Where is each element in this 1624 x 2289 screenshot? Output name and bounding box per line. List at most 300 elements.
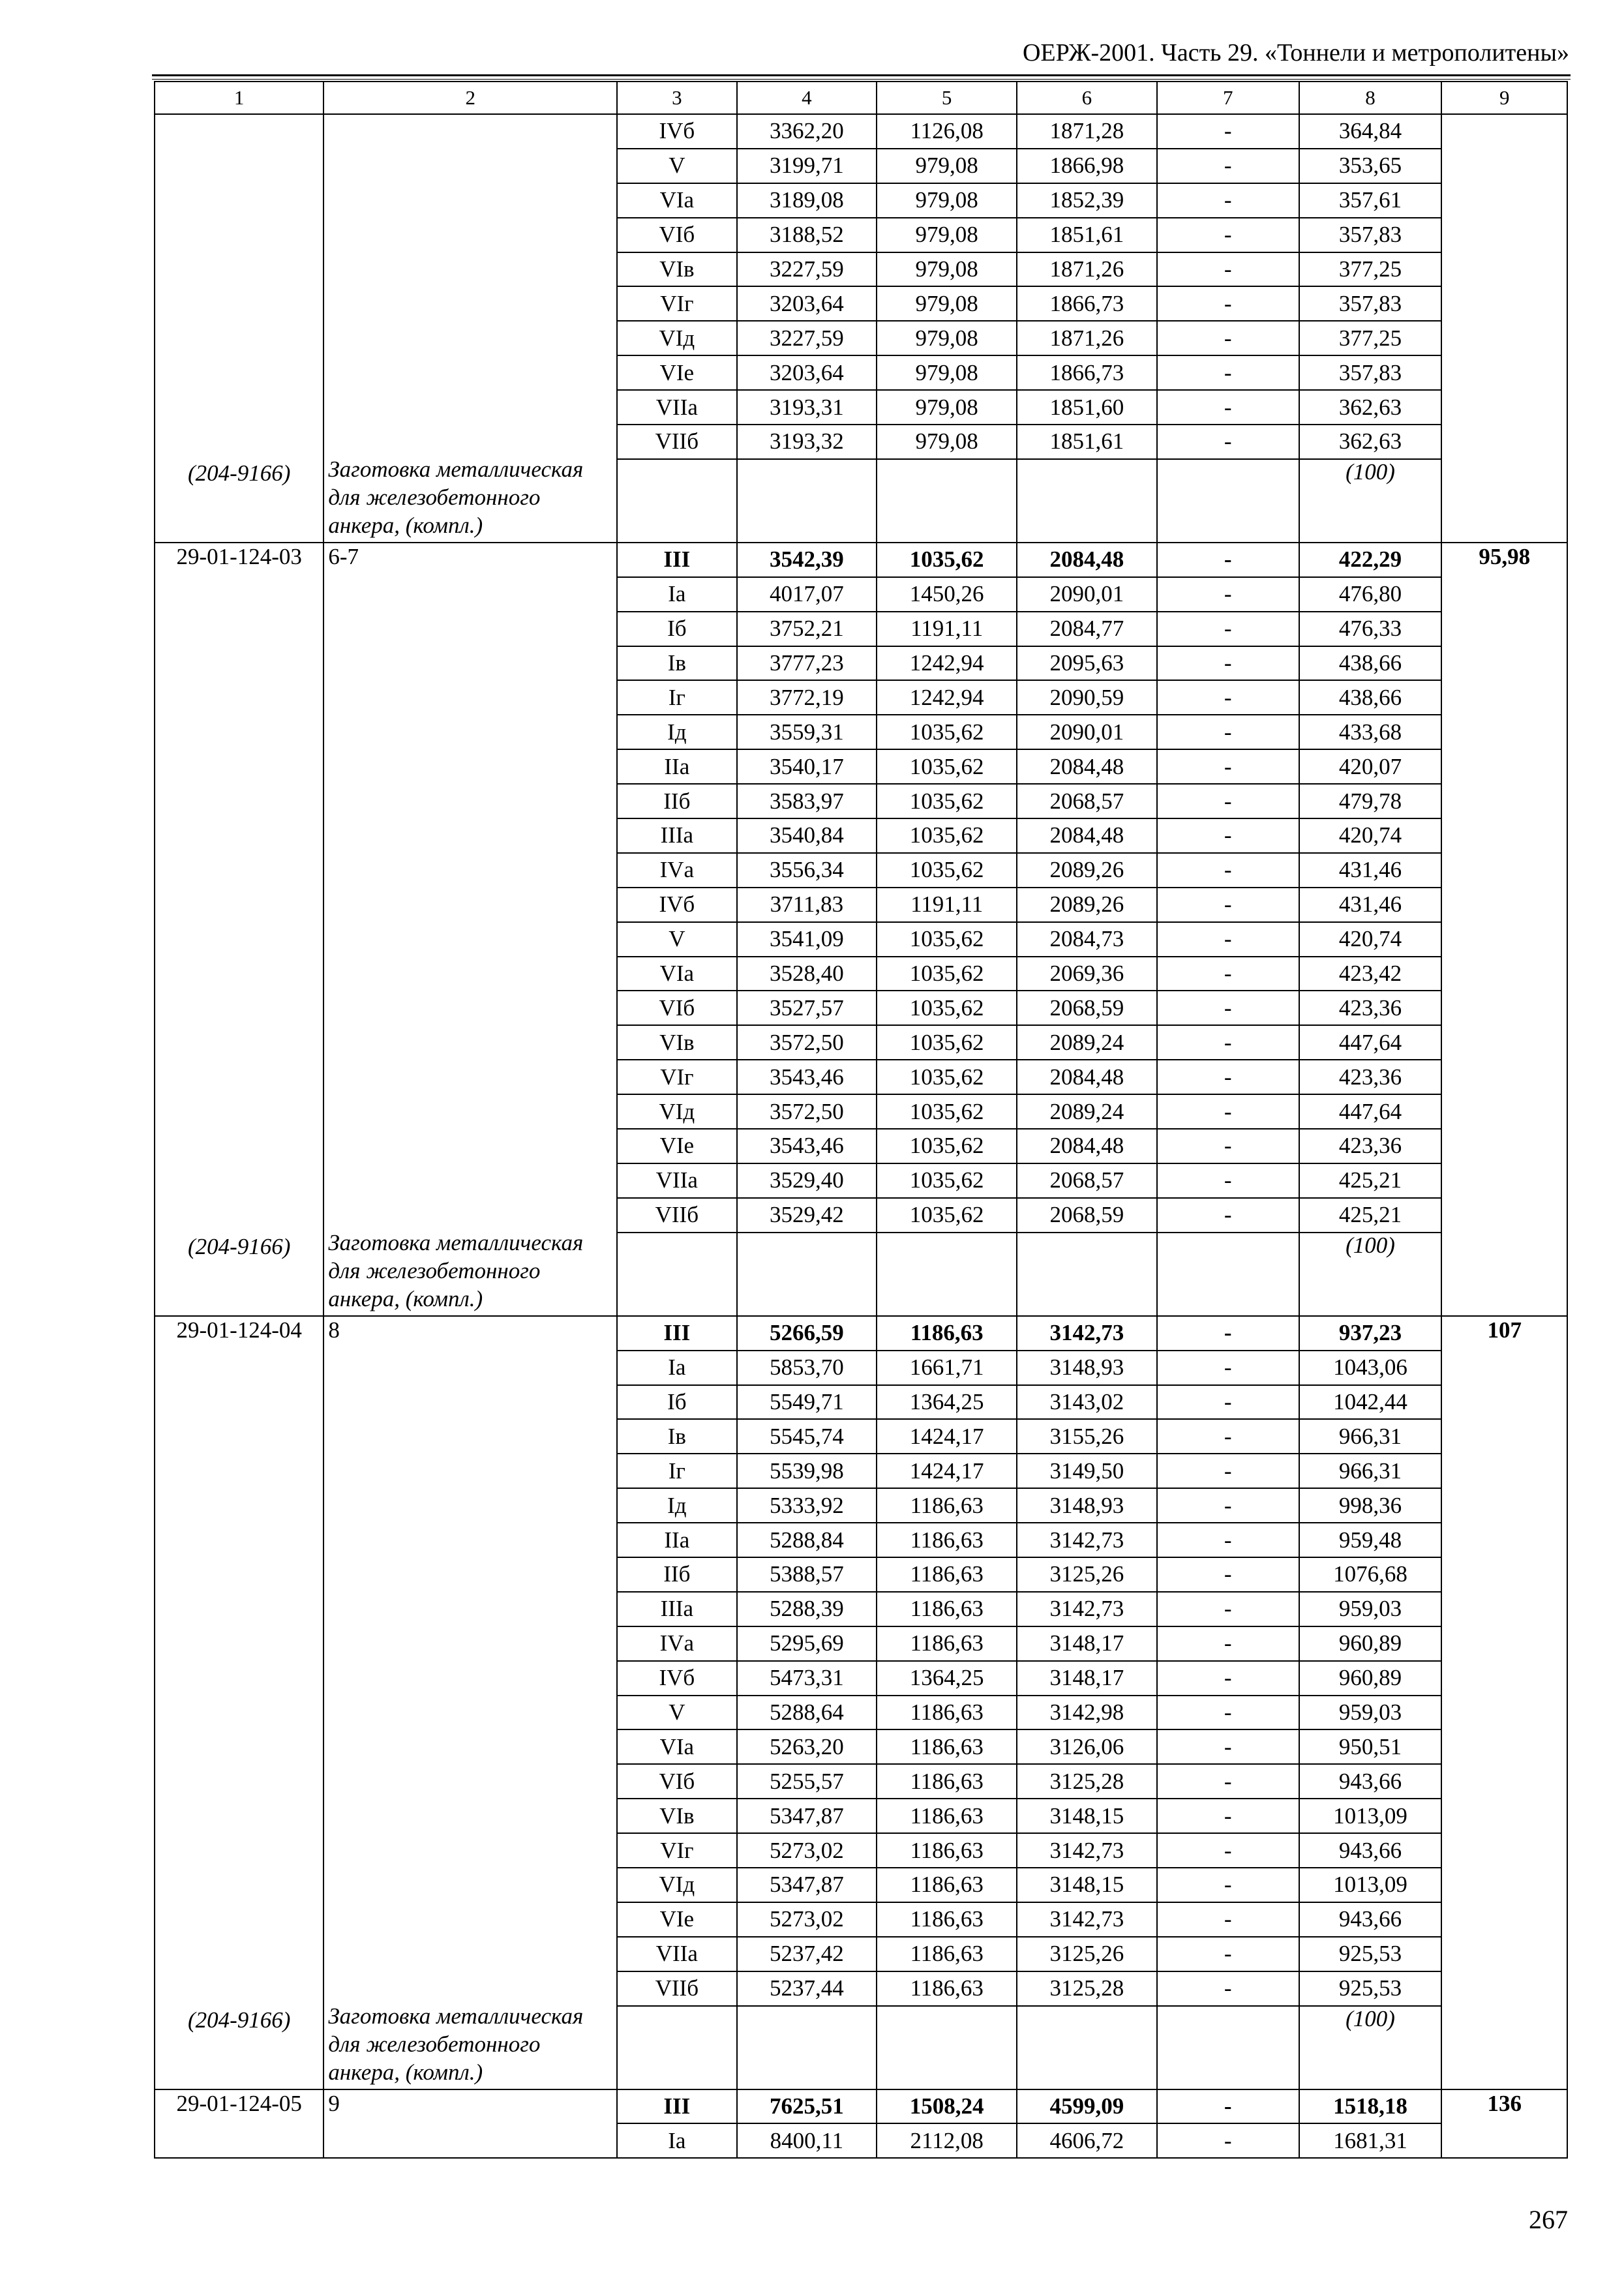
value-cell: 1013,09 bbox=[1299, 1799, 1442, 1833]
rate-code-cell bbox=[155, 114, 323, 543]
extra-value-cell: 136 bbox=[1441, 2089, 1567, 2159]
category-cell: III bbox=[617, 543, 736, 577]
category-cell: VIе bbox=[617, 1902, 736, 1937]
value-cell: 362,63 bbox=[1299, 390, 1442, 425]
value-cell: 3188,52 bbox=[737, 218, 877, 252]
value-cell: 979,08 bbox=[877, 218, 1017, 252]
value-cell: 3543,46 bbox=[737, 1060, 877, 1094]
column-numbers-row bbox=[155, 82, 1567, 114]
value-cell: 2090,59 bbox=[1017, 680, 1157, 715]
value-cell: 5347,87 bbox=[737, 1799, 877, 1833]
value-cell: 3203,64 bbox=[737, 355, 877, 390]
category-cell: V bbox=[617, 922, 736, 957]
value-cell: 3541,09 bbox=[737, 922, 877, 957]
category-cell: IVа bbox=[617, 853, 736, 888]
category-cell: V bbox=[617, 1696, 736, 1730]
value-cell: 431,46 bbox=[1299, 888, 1442, 922]
category-cell: VIг bbox=[617, 1060, 736, 1094]
value-cell: 1013,09 bbox=[1299, 1868, 1442, 1902]
value-cell: 3529,42 bbox=[737, 1198, 877, 1233]
value-cell: 3148,17 bbox=[1017, 1661, 1157, 1696]
value-cell: 3203,64 bbox=[737, 286, 877, 321]
value-cell: - bbox=[1157, 1696, 1299, 1730]
value-cell: 2084,48 bbox=[1017, 1060, 1157, 1094]
material-name: Заготовка металлическая для железобетонного анкера, (компл.) bbox=[328, 456, 584, 538]
value-cell: 2089,24 bbox=[1017, 1025, 1157, 1060]
extra-value-cell: 107 bbox=[1441, 1316, 1567, 2089]
value-cell: - bbox=[1157, 818, 1299, 853]
rate-name: 6-7 bbox=[328, 543, 359, 569]
value-cell: 960,89 bbox=[1299, 1661, 1442, 1696]
value-cell: 2068,59 bbox=[1017, 991, 1157, 1025]
value-cell: - bbox=[1157, 425, 1299, 459]
value-cell: 943,66 bbox=[1299, 1833, 1442, 1868]
value-cell: 959,03 bbox=[1299, 1696, 1442, 1730]
value-cell: 364,84 bbox=[1299, 114, 1442, 149]
value-cell: 2068,57 bbox=[1017, 1163, 1157, 1198]
value-cell: - bbox=[1157, 1937, 1299, 1971]
empty-cell bbox=[877, 2006, 1017, 2089]
category-cell: IVа bbox=[617, 1626, 736, 1661]
empty-cell bbox=[1017, 459, 1157, 543]
value-cell: - bbox=[1157, 321, 1299, 355]
col-number: 1 bbox=[155, 82, 323, 114]
value-cell: 966,31 bbox=[1299, 1454, 1442, 1488]
value-cell: 950,51 bbox=[1299, 1729, 1442, 1764]
category-cell: III bbox=[617, 2089, 736, 2124]
value-cell: 3193,31 bbox=[737, 390, 877, 425]
value-cell: 2084,48 bbox=[1017, 1129, 1157, 1163]
value-cell: 1035,62 bbox=[877, 543, 1017, 577]
value-cell: 420,74 bbox=[1299, 922, 1442, 957]
value-cell: 2084,77 bbox=[1017, 612, 1157, 646]
value-cell: 1681,31 bbox=[1299, 2123, 1442, 2158]
value-cell: 925,53 bbox=[1299, 1971, 1442, 2006]
value-cell: - bbox=[1157, 1764, 1299, 1799]
category-cell: IIа bbox=[617, 1523, 736, 1557]
value-cell: - bbox=[1157, 390, 1299, 425]
value-cell: 357,83 bbox=[1299, 355, 1442, 390]
value-cell: 2069,36 bbox=[1017, 957, 1157, 991]
value-cell: 3142,73 bbox=[1017, 1902, 1157, 1937]
value-cell: 447,64 bbox=[1299, 1094, 1442, 1129]
value-cell: 3148,93 bbox=[1017, 1488, 1157, 1523]
value-cell: 7625,51 bbox=[737, 2089, 877, 2124]
value-cell: 5237,44 bbox=[737, 1971, 877, 2006]
rate-name: 9 bbox=[328, 2090, 340, 2116]
col-number: 6 bbox=[1017, 82, 1157, 114]
value-cell: 3362,20 bbox=[737, 114, 877, 149]
value-cell: 3529,40 bbox=[737, 1163, 877, 1198]
value-cell: 1851,61 bbox=[1017, 218, 1157, 252]
value-cell: 5288,64 bbox=[737, 1696, 877, 1730]
value-cell: - bbox=[1157, 252, 1299, 287]
value-cell: 1364,25 bbox=[877, 1661, 1017, 1696]
value-cell: 2084,48 bbox=[1017, 749, 1157, 784]
empty-cell bbox=[877, 459, 1017, 543]
category-cell: VIIб bbox=[617, 1198, 736, 1233]
value-cell: 5545,74 bbox=[737, 1419, 877, 1454]
value-cell: - bbox=[1157, 646, 1299, 681]
value-cell: - bbox=[1157, 218, 1299, 252]
rates-table bbox=[154, 81, 1568, 2159]
value-cell: 423,36 bbox=[1299, 1060, 1442, 1094]
table-row bbox=[155, 2089, 1567, 2124]
value-cell: 1186,63 bbox=[877, 1902, 1017, 1937]
value-cell: 1186,63 bbox=[877, 1592, 1017, 1626]
value-cell: 1186,63 bbox=[877, 1868, 1017, 1902]
empty-cell bbox=[737, 2006, 877, 2089]
category-cell: VIе bbox=[617, 355, 736, 390]
value-cell: 438,66 bbox=[1299, 680, 1442, 715]
value-cell: 2084,48 bbox=[1017, 543, 1157, 577]
col-number: 4 bbox=[737, 82, 877, 114]
value-cell: 1035,62 bbox=[877, 784, 1017, 818]
value-cell: 3148,15 bbox=[1017, 1868, 1157, 1902]
value-cell: - bbox=[1157, 543, 1299, 577]
value-cell: - bbox=[1157, 1868, 1299, 1902]
value-cell: 357,61 bbox=[1299, 183, 1442, 218]
value-cell: - bbox=[1157, 1060, 1299, 1094]
value-cell: 1871,26 bbox=[1017, 252, 1157, 287]
category-cell: VIIб bbox=[617, 425, 736, 459]
value-cell: 353,65 bbox=[1299, 149, 1442, 183]
category-cell: Iг bbox=[617, 1454, 736, 1488]
value-cell: 1871,28 bbox=[1017, 114, 1157, 149]
rate-code: 29-01-124-05 bbox=[176, 2090, 302, 2116]
table-row bbox=[155, 543, 1567, 577]
value-cell: 447,64 bbox=[1299, 1025, 1442, 1060]
value-cell: - bbox=[1157, 1626, 1299, 1661]
value-cell: 479,78 bbox=[1299, 784, 1442, 818]
value-cell: - bbox=[1157, 1454, 1299, 1488]
value-cell: 3543,46 bbox=[737, 1129, 877, 1163]
value-cell: 937,23 bbox=[1299, 1316, 1442, 1351]
value-cell: 1035,62 bbox=[877, 1198, 1017, 1233]
value-cell: 1035,62 bbox=[877, 991, 1017, 1025]
value-cell: 1661,71 bbox=[877, 1351, 1017, 1385]
value-cell: 943,66 bbox=[1299, 1764, 1442, 1799]
category-cell: III bbox=[617, 1316, 736, 1351]
value-cell: 5273,02 bbox=[737, 1902, 877, 1937]
col-number: 7 bbox=[1157, 82, 1299, 114]
value-cell: 1035,62 bbox=[877, 1060, 1017, 1094]
value-cell: - bbox=[1157, 2089, 1299, 2124]
header-rule-thick bbox=[152, 74, 1571, 76]
value-cell: 1186,63 bbox=[877, 1729, 1017, 1764]
value-cell: 2090,01 bbox=[1017, 577, 1157, 612]
value-cell: - bbox=[1157, 957, 1299, 991]
value-cell: 1866,98 bbox=[1017, 149, 1157, 183]
value-cell: 2068,59 bbox=[1017, 1198, 1157, 1233]
value-cell: 3199,71 bbox=[737, 149, 877, 183]
value-cell: - bbox=[1157, 577, 1299, 612]
value-cell: 3227,59 bbox=[737, 321, 877, 355]
category-cell: Iд bbox=[617, 715, 736, 749]
value-cell: 3556,34 bbox=[737, 853, 877, 888]
material-name: Заготовка металлическая для железобетонного анкера, (компл.) bbox=[328, 1229, 584, 1311]
value-cell: 959,03 bbox=[1299, 1592, 1442, 1626]
value-cell: 377,25 bbox=[1299, 252, 1442, 287]
category-cell: VIа bbox=[617, 1729, 736, 1764]
value-cell: 4017,07 bbox=[737, 577, 877, 612]
value-cell: 3227,59 bbox=[737, 252, 877, 287]
value-cell: - bbox=[1157, 114, 1299, 149]
value-cell: 3126,06 bbox=[1017, 1729, 1157, 1764]
table-row bbox=[155, 114, 1567, 149]
empty-cell bbox=[1017, 1233, 1157, 1316]
value-cell: 3142,73 bbox=[1017, 1523, 1157, 1557]
value-cell: 431,46 bbox=[1299, 853, 1442, 888]
value-cell: - bbox=[1157, 1729, 1299, 1764]
empty-cell bbox=[737, 1233, 877, 1316]
category-cell: Iа bbox=[617, 2123, 736, 2158]
value-cell: 1043,06 bbox=[1299, 1351, 1442, 1385]
value-cell: 3142,73 bbox=[1017, 1316, 1157, 1351]
value-cell: 4599,09 bbox=[1017, 2089, 1157, 2124]
value-cell: 979,08 bbox=[877, 425, 1017, 459]
value-cell: 1508,24 bbox=[877, 2089, 1017, 2124]
category-cell: IIIа bbox=[617, 818, 736, 853]
value-cell: - bbox=[1157, 1833, 1299, 1868]
value-cell: 960,89 bbox=[1299, 1626, 1442, 1661]
value-cell: 425,21 bbox=[1299, 1198, 1442, 1233]
empty-cell bbox=[617, 459, 736, 543]
value-cell: 357,83 bbox=[1299, 286, 1442, 321]
value-cell: - bbox=[1157, 853, 1299, 888]
value-cell: - bbox=[1157, 1316, 1299, 1351]
rate-code: 29-01-124-04 bbox=[176, 1317, 302, 1343]
value-cell: 1866,73 bbox=[1017, 355, 1157, 390]
value-cell: 3572,50 bbox=[737, 1025, 877, 1060]
value-cell: 1852,39 bbox=[1017, 183, 1157, 218]
value-cell: 2089,24 bbox=[1017, 1094, 1157, 1129]
value-cell: 2112,08 bbox=[877, 2123, 1017, 2158]
value-cell: 3148,17 bbox=[1017, 1626, 1157, 1661]
value-cell: - bbox=[1157, 922, 1299, 957]
category-cell: Iв bbox=[617, 646, 736, 681]
value-cell: 3542,39 bbox=[737, 543, 877, 577]
value-cell: 1186,63 bbox=[877, 1696, 1017, 1730]
empty-cell bbox=[1157, 2006, 1299, 2089]
value-cell: - bbox=[1157, 1488, 1299, 1523]
value-cell: 959,48 bbox=[1299, 1523, 1442, 1557]
value-cell: 2095,63 bbox=[1017, 646, 1157, 681]
category-cell: IVб bbox=[617, 114, 736, 149]
value-cell: 5388,57 bbox=[737, 1557, 877, 1592]
category-cell: VIб bbox=[617, 991, 736, 1025]
value-cell: 1518,18 bbox=[1299, 2089, 1442, 2124]
category-cell: IIIа bbox=[617, 1592, 736, 1626]
value-cell: - bbox=[1157, 1129, 1299, 1163]
value-cell: 2084,48 bbox=[1017, 818, 1157, 853]
value-cell: 3142,73 bbox=[1017, 1592, 1157, 1626]
value-cell: - bbox=[1157, 1198, 1299, 1233]
value-cell: 1186,63 bbox=[877, 1557, 1017, 1592]
category-cell: VIд bbox=[617, 1868, 736, 1902]
value-cell: 5273,02 bbox=[737, 1833, 877, 1868]
value-cell: 3572,50 bbox=[737, 1094, 877, 1129]
category-cell: VIд bbox=[617, 321, 736, 355]
category-cell: Iб bbox=[617, 612, 736, 646]
value-cell: 3148,93 bbox=[1017, 1351, 1157, 1385]
value-cell: 5549,71 bbox=[737, 1385, 877, 1420]
value-cell: - bbox=[1157, 1523, 1299, 1557]
value-cell: 979,08 bbox=[877, 321, 1017, 355]
value-cell: 1450,26 bbox=[877, 577, 1017, 612]
value-cell: 1186,63 bbox=[877, 1937, 1017, 1971]
value-cell: 1186,63 bbox=[877, 1488, 1017, 1523]
value-cell: - bbox=[1157, 1025, 1299, 1060]
value-cell: 1035,62 bbox=[877, 1129, 1017, 1163]
material-qty: (100) bbox=[1299, 2006, 1442, 2089]
page-number: 267 bbox=[1529, 2205, 1568, 2234]
extra-value-cell: 95,98 bbox=[1441, 543, 1567, 1316]
category-cell: IIб bbox=[617, 1557, 736, 1592]
value-cell: - bbox=[1157, 1661, 1299, 1696]
value-cell: 979,08 bbox=[877, 252, 1017, 287]
value-cell: 1186,63 bbox=[877, 1833, 1017, 1868]
category-cell: VIд bbox=[617, 1094, 736, 1129]
rate-name: 8 bbox=[328, 1317, 340, 1343]
value-cell: 966,31 bbox=[1299, 1419, 1442, 1454]
value-cell: - bbox=[1157, 715, 1299, 749]
value-cell: 425,21 bbox=[1299, 1163, 1442, 1198]
value-cell: 423,36 bbox=[1299, 991, 1442, 1025]
value-cell: - bbox=[1157, 888, 1299, 922]
material-qty: (100) bbox=[1299, 459, 1442, 543]
value-cell: 422,29 bbox=[1299, 543, 1442, 577]
value-cell: 1191,11 bbox=[877, 888, 1017, 922]
value-cell: 5266,59 bbox=[737, 1316, 877, 1351]
value-cell: 3527,57 bbox=[737, 991, 877, 1025]
value-cell: 476,80 bbox=[1299, 577, 1442, 612]
category-cell: Iд bbox=[617, 1488, 736, 1523]
value-cell: 5333,92 bbox=[737, 1488, 877, 1523]
value-cell: 3143,02 bbox=[1017, 1385, 1157, 1420]
value-cell: 1186,63 bbox=[877, 1971, 1017, 2006]
value-cell: 1186,63 bbox=[877, 1523, 1017, 1557]
value-cell: 5237,42 bbox=[737, 1937, 877, 1971]
category-cell: VIIа bbox=[617, 390, 736, 425]
value-cell: 3777,23 bbox=[737, 646, 877, 681]
value-cell: - bbox=[1157, 991, 1299, 1025]
category-cell: Iв bbox=[617, 1419, 736, 1454]
value-cell: 3583,97 bbox=[737, 784, 877, 818]
value-cell: 5539,98 bbox=[737, 1454, 877, 1488]
value-cell: 3125,26 bbox=[1017, 1557, 1157, 1592]
value-cell: 998,36 bbox=[1299, 1488, 1442, 1523]
category-cell: VIа bbox=[617, 957, 736, 991]
value-cell: 4606,72 bbox=[1017, 2123, 1157, 2158]
value-cell: 476,33 bbox=[1299, 612, 1442, 646]
value-cell: 8400,11 bbox=[737, 2123, 877, 2158]
value-cell: 3125,26 bbox=[1017, 1937, 1157, 1971]
value-cell: 420,07 bbox=[1299, 749, 1442, 784]
rate-code-cell bbox=[155, 2089, 323, 2159]
value-cell: 423,42 bbox=[1299, 957, 1442, 991]
category-cell: V bbox=[617, 149, 736, 183]
value-cell: 3149,50 bbox=[1017, 1454, 1157, 1488]
value-cell: 1186,63 bbox=[877, 1316, 1017, 1351]
col-number: 5 bbox=[877, 82, 1017, 114]
value-cell: - bbox=[1157, 1351, 1299, 1385]
category-cell: VIа bbox=[617, 183, 736, 218]
category-cell: VIIа bbox=[617, 1163, 736, 1198]
value-cell: - bbox=[1157, 1971, 1299, 2006]
value-cell: 1242,94 bbox=[877, 680, 1017, 715]
value-cell: 5288,84 bbox=[737, 1523, 877, 1557]
category-cell: VIIб bbox=[617, 1971, 736, 2006]
value-cell: 1035,62 bbox=[877, 1025, 1017, 1060]
value-cell: 5853,70 bbox=[737, 1351, 877, 1385]
rate-name-cell bbox=[323, 543, 617, 1316]
value-cell: 2089,26 bbox=[1017, 853, 1157, 888]
value-cell: 3125,28 bbox=[1017, 1764, 1157, 1799]
empty-cell bbox=[1157, 1233, 1299, 1316]
value-cell: 2089,26 bbox=[1017, 888, 1157, 922]
value-cell: - bbox=[1157, 183, 1299, 218]
category-cell: IVб bbox=[617, 888, 736, 922]
value-cell: 1186,63 bbox=[877, 1626, 1017, 1661]
value-cell: 2084,73 bbox=[1017, 922, 1157, 957]
empty-cell bbox=[1157, 459, 1299, 543]
value-cell: - bbox=[1157, 1592, 1299, 1626]
value-cell: 1191,11 bbox=[877, 612, 1017, 646]
extra-value-cell bbox=[1441, 114, 1567, 543]
category-cell: Iа bbox=[617, 1351, 736, 1385]
value-cell: 3711,83 bbox=[737, 888, 877, 922]
value-cell: 362,63 bbox=[1299, 425, 1442, 459]
category-cell: VIв bbox=[617, 1025, 736, 1060]
category-cell: VIIа bbox=[617, 1937, 736, 1971]
value-cell: 3125,28 bbox=[1017, 1971, 1157, 2006]
value-cell: 1186,63 bbox=[877, 1764, 1017, 1799]
value-cell: 433,68 bbox=[1299, 715, 1442, 749]
value-cell: 1866,73 bbox=[1017, 286, 1157, 321]
value-cell: 979,08 bbox=[877, 183, 1017, 218]
value-cell: - bbox=[1157, 1557, 1299, 1592]
value-cell: - bbox=[1157, 355, 1299, 390]
value-cell: 2068,57 bbox=[1017, 784, 1157, 818]
empty-cell bbox=[617, 1233, 736, 1316]
value-cell: - bbox=[1157, 784, 1299, 818]
value-cell: 1076,68 bbox=[1299, 1557, 1442, 1592]
value-cell: 438,66 bbox=[1299, 646, 1442, 681]
value-cell: 1851,60 bbox=[1017, 390, 1157, 425]
value-cell: 1242,94 bbox=[877, 646, 1017, 681]
category-cell: VIв bbox=[617, 252, 736, 287]
value-cell: 3142,73 bbox=[1017, 1833, 1157, 1868]
value-cell: 3540,17 bbox=[737, 749, 877, 784]
category-cell: Iб bbox=[617, 1385, 736, 1420]
material-code: (204-9166) bbox=[187, 1233, 291, 1259]
category-cell: VIб bbox=[617, 218, 736, 252]
value-cell: 1035,62 bbox=[877, 1094, 1017, 1129]
empty-cell bbox=[617, 2006, 736, 2089]
value-cell: 1035,62 bbox=[877, 922, 1017, 957]
value-cell: 5255,57 bbox=[737, 1764, 877, 1799]
value-cell: 1042,44 bbox=[1299, 1385, 1442, 1420]
category-cell: VIв bbox=[617, 1799, 736, 1833]
value-cell: 5347,87 bbox=[737, 1868, 877, 1902]
value-cell: 3752,21 bbox=[737, 612, 877, 646]
value-cell: 979,08 bbox=[877, 355, 1017, 390]
value-cell: - bbox=[1157, 1094, 1299, 1129]
value-cell: - bbox=[1157, 749, 1299, 784]
category-cell: VIг bbox=[617, 1833, 736, 1868]
rate-code-cell bbox=[155, 1316, 323, 2089]
